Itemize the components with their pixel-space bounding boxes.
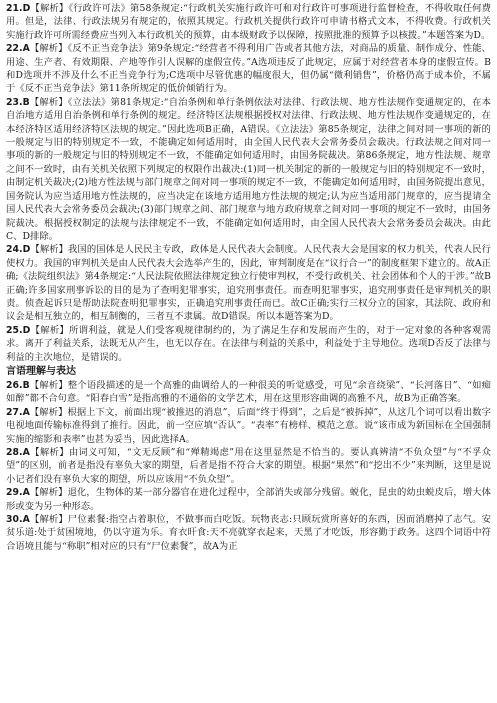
explanation-text: 【解析】《行政许可法》第58条规定:“行政机关实施行政许可和对行政许可事项进行监督检查，不得收取任何费用。但是，法律、行政法规另有规定的，依照其规定。行政机关提供行政许可申请书格式文本，不得收费。行政机关实施行政许可所需经费应当列入本行政机关的预算，由本级财政予以保障，按照批准的预算予以核拨。”本题答案为D。 [6,3,491,41]
answer-explanation [6,2,491,42]
explanation-text: 【解析】《反不正当竞争法》第9条规定:“经营者不得利用广告或者其他方法，对商品的质量、制作成分、性能、用途、生产者、有效期限、产地等作引人误解的虚假宣传。”A选项违反了此规定，应属于对经营者本身的虚假宣传。B和D选项并不涉及什么不正当竞争行为;C选项中尽管优惠的幅度很大，但仍属“微利销售”，价格仍高于成本价，不属于《反不正当竞争法》第11条所规定的低价倾销行为。 [6,43,491,95]
explanation-text: 【解析】由词义可知，“文无反顾”和“殚精竭虑”用在这里显然是不恰当的。要认真辨清“不负众望”与“不孚众望”的区别，前者是指没有辜负大家的期望，后者是指不符合大家的期望。根据“果然”和“挖出不少”来判断，这里是说小记者们没有辜负大家的期望，所以应该用“不负众望”。 [6,447,491,485]
question-number: 24.D [6,244,31,256]
answer-explanation [6,446,491,486]
section-title: 言语理解与表达 [6,365,76,377]
question-number: 25.D [6,324,31,336]
question-number: 27.A [6,406,30,418]
answer-explanations-language [6,379,491,553]
answer-explanation [6,243,491,323]
explanation-text: 【解析】整个语段描述的是一个高雅的曲调给人的一种很美的听觉感受，可见“余音绕梁”、“长河落日”、“如痴如醉”都不合句意。“阳春白雪”是指高雅的不通俗的文学艺术，用在这里形容曲调的高雅不凡，故B为正确答案。 [6,379,491,405]
question-number: 21.D [6,3,31,14]
question-number: 26.B [6,379,30,391]
answer-explanations-law [6,2,491,364]
question-number: 29.A [6,487,30,499]
answer-explanation [6,42,491,96]
answer-explanation [6,513,491,553]
question-number: 23.B [6,96,30,108]
answer-explanation [6,486,491,513]
explanation-text: 【解析】我国的国体是人民民主专政，政体是人民代表大会制度。人民代表大会是国家的权力机关，代表人民行使权力。我国的审判机关是由人民代表大会选举产生的，因此，审判制度是在“议行合一”的制度框架下建立的。故A正确;《法院组织法》第4条规定:“人民法院依照法律规定独立行使审判权，不受行政机关、社会团体和个人的干涉。”故B正确;许多国家刑事诉讼的目的是为了查明犯罪事实，追究刑事责任。而查明犯罪事实，追究刑事责任是审判机关的职责。侦查起诉只是帮助法院查明犯罪事实，正确追究刑事责任而已。故C正确;实行三权分立的国家，其法院、政府和议会是相互独立的，相互制衡的，三者互不隶属。故D错误。所以本题答案为D。 [6,244,491,323]
answer-explanation [6,324,491,364]
explanation-text: 【解析】《立法法》第81条规定:“自治条例和单行条例依法对法律、行政法规、地方性法规作变通规定的，在本自治地方适用自治条例和单行条例的规定。经济特区法规根据授权对法律、行政法规、地方性法规作变通规定的，在本经济特区适用经济特区法规的规定。”因此选项B正确，A错误。《立法法》第85条规定，法律之间对同一事项的新的一般规定与旧的特别规定不一致，不能确定如何适用时，由全国人民代表大会常务委员会裁决。行政法规之间对同一事项的新的一般规定与旧的特别规定不一致，不能确定如何适用时，由国务院裁决。第86条规定，地方性法规、规章之间不一致时，由有关机关依照下列规定的权限作出裁决:(1)同一机关制定的新的一般规定与旧的特别规定不一致时，由制定机关裁决;(2)地方性法规与部门规章之间对同一事项的规定不一致，不能确定如何适用时，由国务院提出意见，国务院认为应当适用地方性法规的，应当决定在该地方适用地方性法规的规定;认为应当适用部门规章的，应当提请全国人民代表大会常务委员会裁决;(3)部门规章之间、部门规章与地方政府规章之间对同一事项的规定不一致时，由国务院裁决。根据授权制定的法规与法律规定不一致，不能确定如何适用时，由全国人民代表大会常务委员会裁决。由此C、D排除。 [6,96,491,242]
answer-explanation [6,96,491,243]
explanation-text: 【解析】尸位素餐:指空占着职位，不做事而白吃饭。玩物丧志:只顾玩赏所喜好的东西，因而消磨掉了志气。安贫乐道:处于贫困境地，仍以守道为乐。育衣旰食:天不亮就穿衣起来，天黑了才吃饭，形容勤于政务。这四个词语中符合语境且能与“称职”相对应的只有“尸位素餐”，故A为正 [6,514,491,552]
explanation-text: 【解析】退化，生物体的某一部分器官在进化过程中，全部消失或部分残留。蜕化，昆虫的幼虫蜕皮后，增大体形或变为另一种形态。 [6,487,491,512]
answer-explanation [6,406,491,446]
explanation-text: 【解析】所谓利益，就是人们受客观规律制约的，为了满足生存和发展而产生的，对于一定对象的各种客观需求。离开了利益关系，法既无从产生，也无以存在。在法律与利益的关系中，利益处于主导地位。选项D否反了法律与利益的主次地位，是错误的。 [6,324,491,363]
question-number: 28.A [6,447,30,458]
explanation-text: 【解析】根据上下文，前面出现“被推迟的消息”，后面“终于得到”，之后是“被拆掉”，从这几个词可以看出数字电视地面传输标准得到了推行。因此，前一空应填“否认”。“表率”有榜样、模范之意。说“该市成为新国标在全国强制实施的缩影和表率”也甚为妥当，因此选择A。 [6,406,491,445]
question-number: 22.A [6,43,30,55]
question-number: 30.A [6,514,30,526]
answer-explanation [6,379,491,406]
